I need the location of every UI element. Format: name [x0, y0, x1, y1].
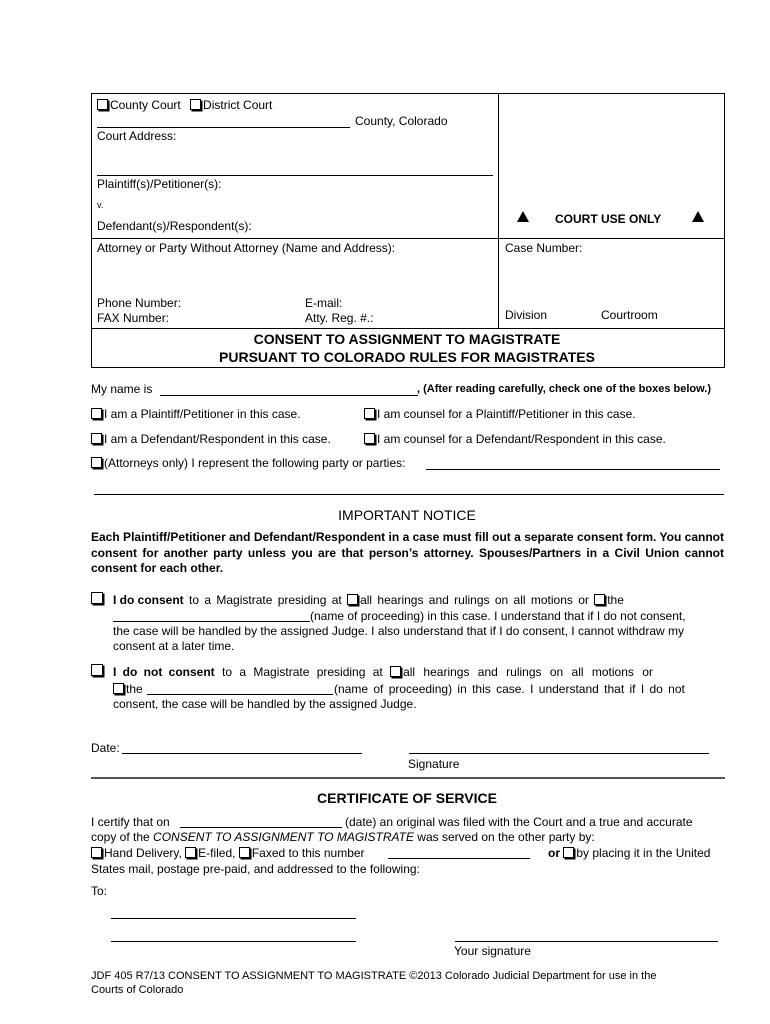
parties-blank[interactable]	[426, 469, 720, 470]
not-consent-line1: I do not consent to a Magistrate presiding at all hearings and rulings on all motions or	[113, 665, 653, 679]
checkbox-icon[interactable]	[91, 433, 102, 444]
division-label: Division	[505, 308, 548, 322]
courtroom-label: Courtroom	[601, 308, 658, 322]
certify-line1a: I certify that on	[91, 815, 170, 829]
form-title-line2: PURSUANT TO COLORADO RULES FOR MAGISTRATES	[219, 349, 595, 365]
phone-label: Phone Number:	[97, 296, 182, 310]
checkbox-icon[interactable]	[91, 457, 102, 468]
do-consent-label: I do consent	[113, 593, 184, 607]
up-arrow-icon	[517, 211, 529, 225]
email-label: E-mail:	[305, 296, 343, 310]
county-blank[interactable]	[97, 127, 350, 128]
section-divider	[91, 777, 725, 779]
your-signature-label: Your signature	[454, 944, 531, 958]
parties-blank-2[interactable]	[94, 494, 724, 495]
notice-heading: IMPORTANT NOTICE	[338, 507, 476, 523]
do-consent-line3: the case will be handled by the assigned Judge. I also understand that if I do consent, I cannot withdraw my	[113, 624, 685, 638]
mail-checkbox[interactable]	[563, 847, 574, 858]
certify-line1b: (date) an original was filed with the Court and a true and accurate	[345, 815, 693, 829]
certify-line4: States mail, postage pre-paid, and addressed to the following:	[91, 862, 420, 876]
hand-delivery-checkbox[interactable]	[91, 847, 102, 858]
atty-reg-label: Atty. Reg. #.:	[305, 311, 374, 325]
to-label: To:	[91, 884, 108, 898]
my-name-blank[interactable]	[160, 395, 418, 396]
date-label: Date:	[91, 741, 120, 755]
option-defendant[interactable]: I am a Defendant/Respondent in this case.	[91, 432, 331, 446]
checkbox-icon[interactable]	[91, 408, 102, 419]
caption-vertical-divider	[498, 93, 499, 328]
all-hearings-checkbox[interactable]	[390, 666, 401, 677]
fax-label: FAX Number:	[97, 311, 170, 325]
option-attorneys-only[interactable]: (Attorneys only) I represent the following party or parties:	[91, 456, 405, 470]
do-consent-checkbox[interactable]	[91, 592, 105, 606]
proceeding-blank[interactable]	[113, 621, 310, 622]
fax-number-blank[interactable]	[388, 858, 530, 859]
service-methods: Hand Delivery, E-filed, Faxed to this number	[91, 846, 365, 860]
court-address-label: Court Address:	[97, 129, 177, 143]
county-suffix: County, Colorado	[355, 114, 448, 128]
plaintiff-label: Plaintiff(s)/Petitioner(s):	[97, 177, 222, 191]
not-consent-checkbox[interactable]	[91, 664, 105, 678]
not-consent-label: I do not consent	[113, 665, 215, 679]
not-consent-line2a: the	[113, 682, 143, 696]
check-instruction: , (After reading carefully, check one of the boxes below.)	[417, 383, 712, 395]
form-title-line1: CONSENT TO ASSIGNMENT TO MAGISTRATE	[253, 331, 561, 347]
date-blank[interactable]	[122, 753, 362, 754]
all-hearings-checkbox[interactable]	[347, 594, 358, 605]
county-court-checkbox[interactable]	[97, 99, 108, 110]
cert-date-blank[interactable]	[180, 827, 342, 828]
proceeding-checkbox[interactable]	[594, 594, 605, 605]
footer-line1: JDF 405 R7/13 CONSENT TO ASSIGNMENT TO MAGISTRATE ©2013 Colorado Judicial Department for use in the	[91, 970, 657, 982]
mail-option: or by placing it in the United	[548, 846, 711, 860]
attorney-label: Attorney or Party Without Attorney (Name and Address):	[97, 241, 396, 255]
versus-label: v.	[97, 200, 104, 210]
my-name-label: My name is	[91, 382, 153, 396]
checkbox-icon[interactable]	[364, 433, 375, 444]
option-plaintiff[interactable]: I am a Plaintiff/Petitioner in this case.	[91, 407, 301, 421]
certify-line2: copy of the CONSENT TO ASSIGNMENT TO MAGISTRATE was served on the other party by:	[91, 830, 595, 844]
efiled-checkbox[interactable]	[185, 847, 196, 858]
caption-divider-1	[91, 238, 724, 239]
checkbox-icon[interactable]	[364, 408, 375, 419]
signature-blank[interactable]	[409, 753, 709, 754]
proceeding-blank-2[interactable]	[147, 694, 333, 695]
option-defendant-counsel[interactable]: I am counsel for a Defendant/Respondent in this case.	[364, 432, 666, 446]
caption-divider-2	[91, 328, 724, 329]
address-blank-1[interactable]	[111, 918, 356, 919]
district-court-checkbox[interactable]	[190, 99, 201, 110]
court-address-blank[interactable]	[97, 175, 493, 176]
faxed-checkbox[interactable]	[239, 847, 250, 858]
court-type-row	[97, 98, 272, 112]
not-consent-line2: (name of proceeding) in this case. I understand that if I do not	[334, 682, 685, 696]
option-plaintiff-counsel[interactable]: I am counsel for a Plaintiff/Petitioner in this case.	[364, 407, 636, 421]
case-number-label: Case Number:	[505, 241, 583, 255]
district-court-label: District Court	[203, 98, 273, 112]
do-consent-line1: I do consent to a Magistrate presiding at all hearings and rulings on all motions or the	[113, 593, 624, 607]
certificate-heading: CERTIFICATE OF SERVICE	[317, 790, 497, 806]
notice-text: Each Plaintiff/Petitioner and Defendant/Respondent in a case must fill out a separate consent form. You cannot consent for another party unless you are that person’s attorney. Spouses/Partners in a Civil Union cannot consent for each other.	[91, 530, 724, 575]
not-consent-line3: consent, the case will be handled by the assigned Judge.	[113, 697, 417, 711]
footer-line2: Courts of Colorado	[91, 984, 184, 996]
do-consent-line4: consent at a later time.	[113, 639, 235, 653]
address-blank-2[interactable]	[111, 941, 356, 942]
signature-label: Signature	[408, 757, 460, 771]
up-arrow-icon	[692, 211, 704, 225]
defendant-label: Defendant(s)/Respondent(s):	[97, 219, 252, 233]
court-use-only: COURT USE ONLY	[555, 212, 662, 226]
your-signature-blank[interactable]	[455, 941, 718, 942]
proceeding-checkbox[interactable]	[113, 683, 124, 694]
county-court-label: County Court	[110, 98, 181, 112]
do-consent-line2: (name of proceeding) in this case. I understand that if I do not consent,	[310, 609, 686, 623]
